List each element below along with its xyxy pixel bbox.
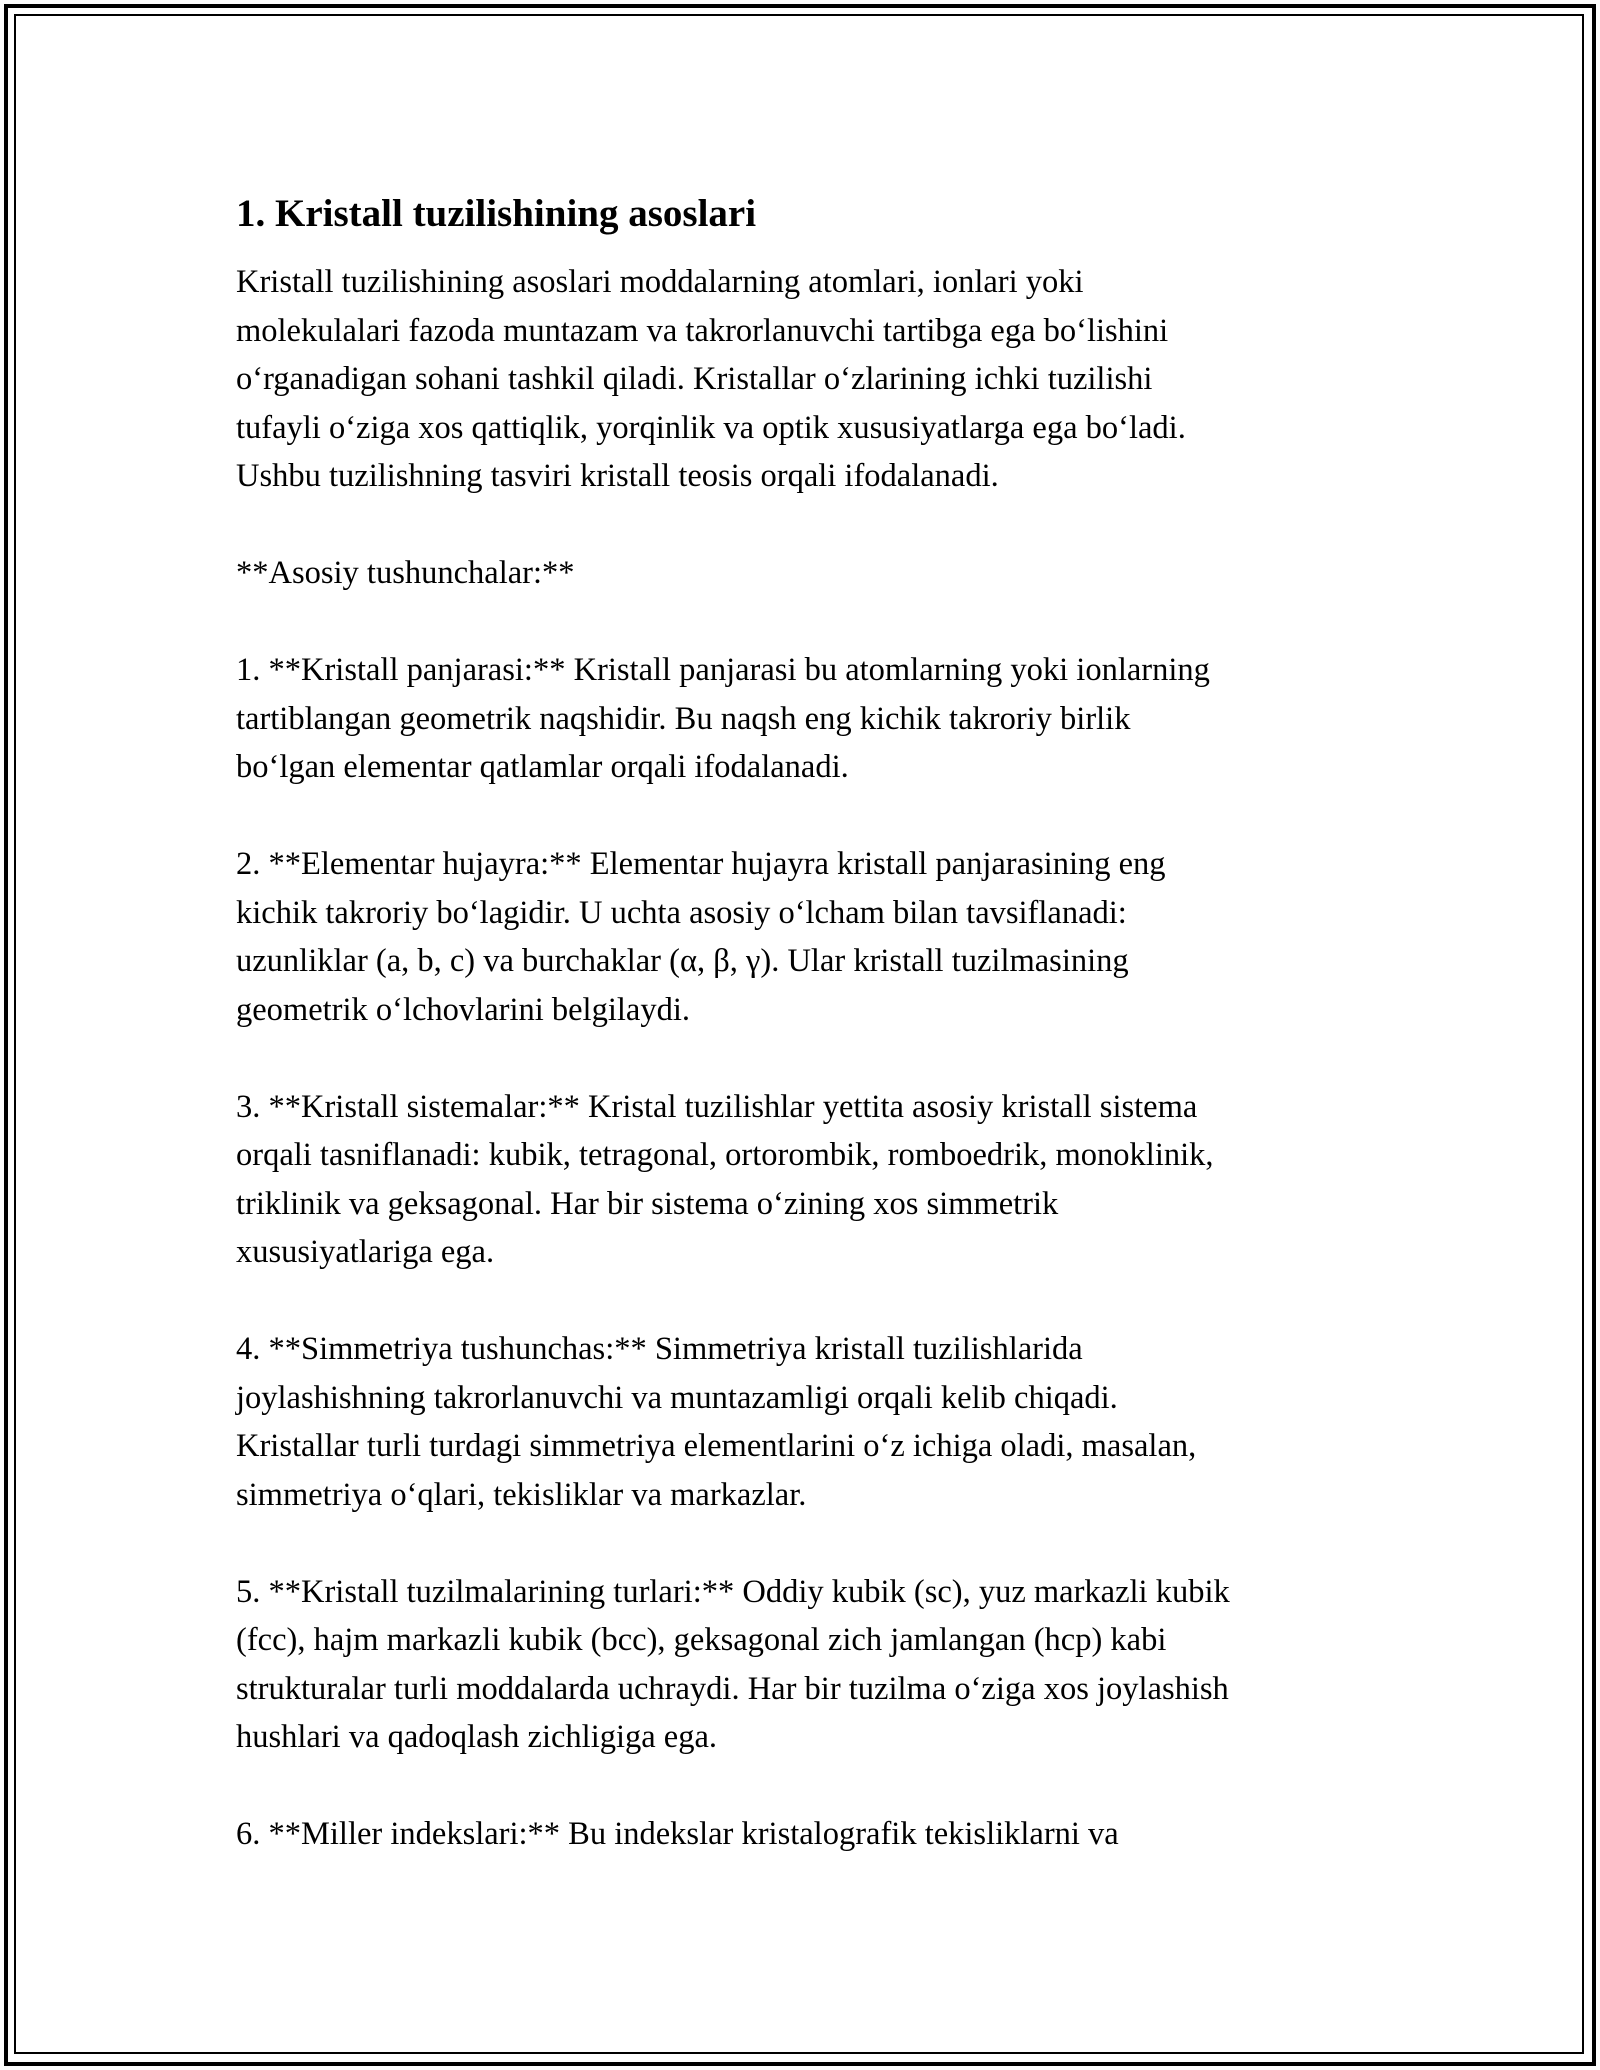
section-heading: 1. Kristall tuzilishining asoslari (236, 192, 757, 235)
concept-unit-cell: 2. **Elementar hujayra:** Elementar hujayra kristall panjarasining eng kichik takroriy bo‘lagidir. U uchta asosiy o‘lcham bilan tavsiflanadi: uzunliklar (a, b, c) va burchaklar (α, β, γ). Ular kristall tuzilmasining geometrik o‘lchovlarini belgilaydi. (236, 846, 1166, 1028)
intro-paragraph: Kristall tuzilishining asoslari moddalarning atomlari, ionlari yoki molekulalari fazoda muntazam va takrorlanuvchi tartibga ega bo‘lishini o‘rganadigan sohani tashkil qiladi. Kristallar o‘zlarining ichki tuzilishi tufayli o‘ziga xos qattiqlik, yorqinlik va optik xususiyatlarga ega bo‘ladi. Ushbu tuzilishning tasviri kristall teosis orqali ifodalanadi. (236, 264, 1186, 494)
concept-miller-indices: 6. **Miller indekslari:** Bu indekslar kristalografik tekisliklarni va (236, 1816, 1119, 1852)
document-body (236, 186, 1386, 1907)
concept-crystal-lattice: 1. **Kristall panjarasi:** Kristall panjarasi bu atomlarning yoki ionlarning tartiblangan geometrik naqshidir. Bu naqsh eng kichik takroriy birlik bo‘lgan elementar qatlamlar orqali ifodalanadi. (236, 652, 1210, 785)
key-concepts-label: **Asosiy tushunchalar:** (236, 555, 575, 591)
concept-structure-types: 5. **Kristall tuzilmalarining turlari:** Oddiy kubik (sc), yuz markazli kubik (fcc), hajm markazli kubik (bcc), geksagonal zich jamlangan (hcp) kabi strukturalar turli moddalarda uchraydi. Har bir tuzilma o‘ziga xos joylashish hushlari va qadoqlash zichligiga ega. (236, 1573, 1230, 1755)
concept-symmetry: 4. **Simmetriya tushunchas:** Simmetriya kristall tuzilishlarida joylashishning takrorlanuvchi va muntazamligi orqali kelib chiqadi. Kristallar turli turdagi simmetriya elementlarini o‘z ichiga oladi, masalan, simmetriya o‘qlari, tekisliklar va markazlar. (236, 1331, 1197, 1513)
concept-crystal-systems: 3. **Kristall sistemalar:** Kristal tuzilishlar yettita asosiy kristall sistema orqali tasniflanadi: kubik, tetragonal, ortorombik, romboedrik, monoklinik, triklinik va geksagonal. Har bir sistema o‘zining xos simmetrik xususiyatlariga ega. (236, 1088, 1214, 1270)
